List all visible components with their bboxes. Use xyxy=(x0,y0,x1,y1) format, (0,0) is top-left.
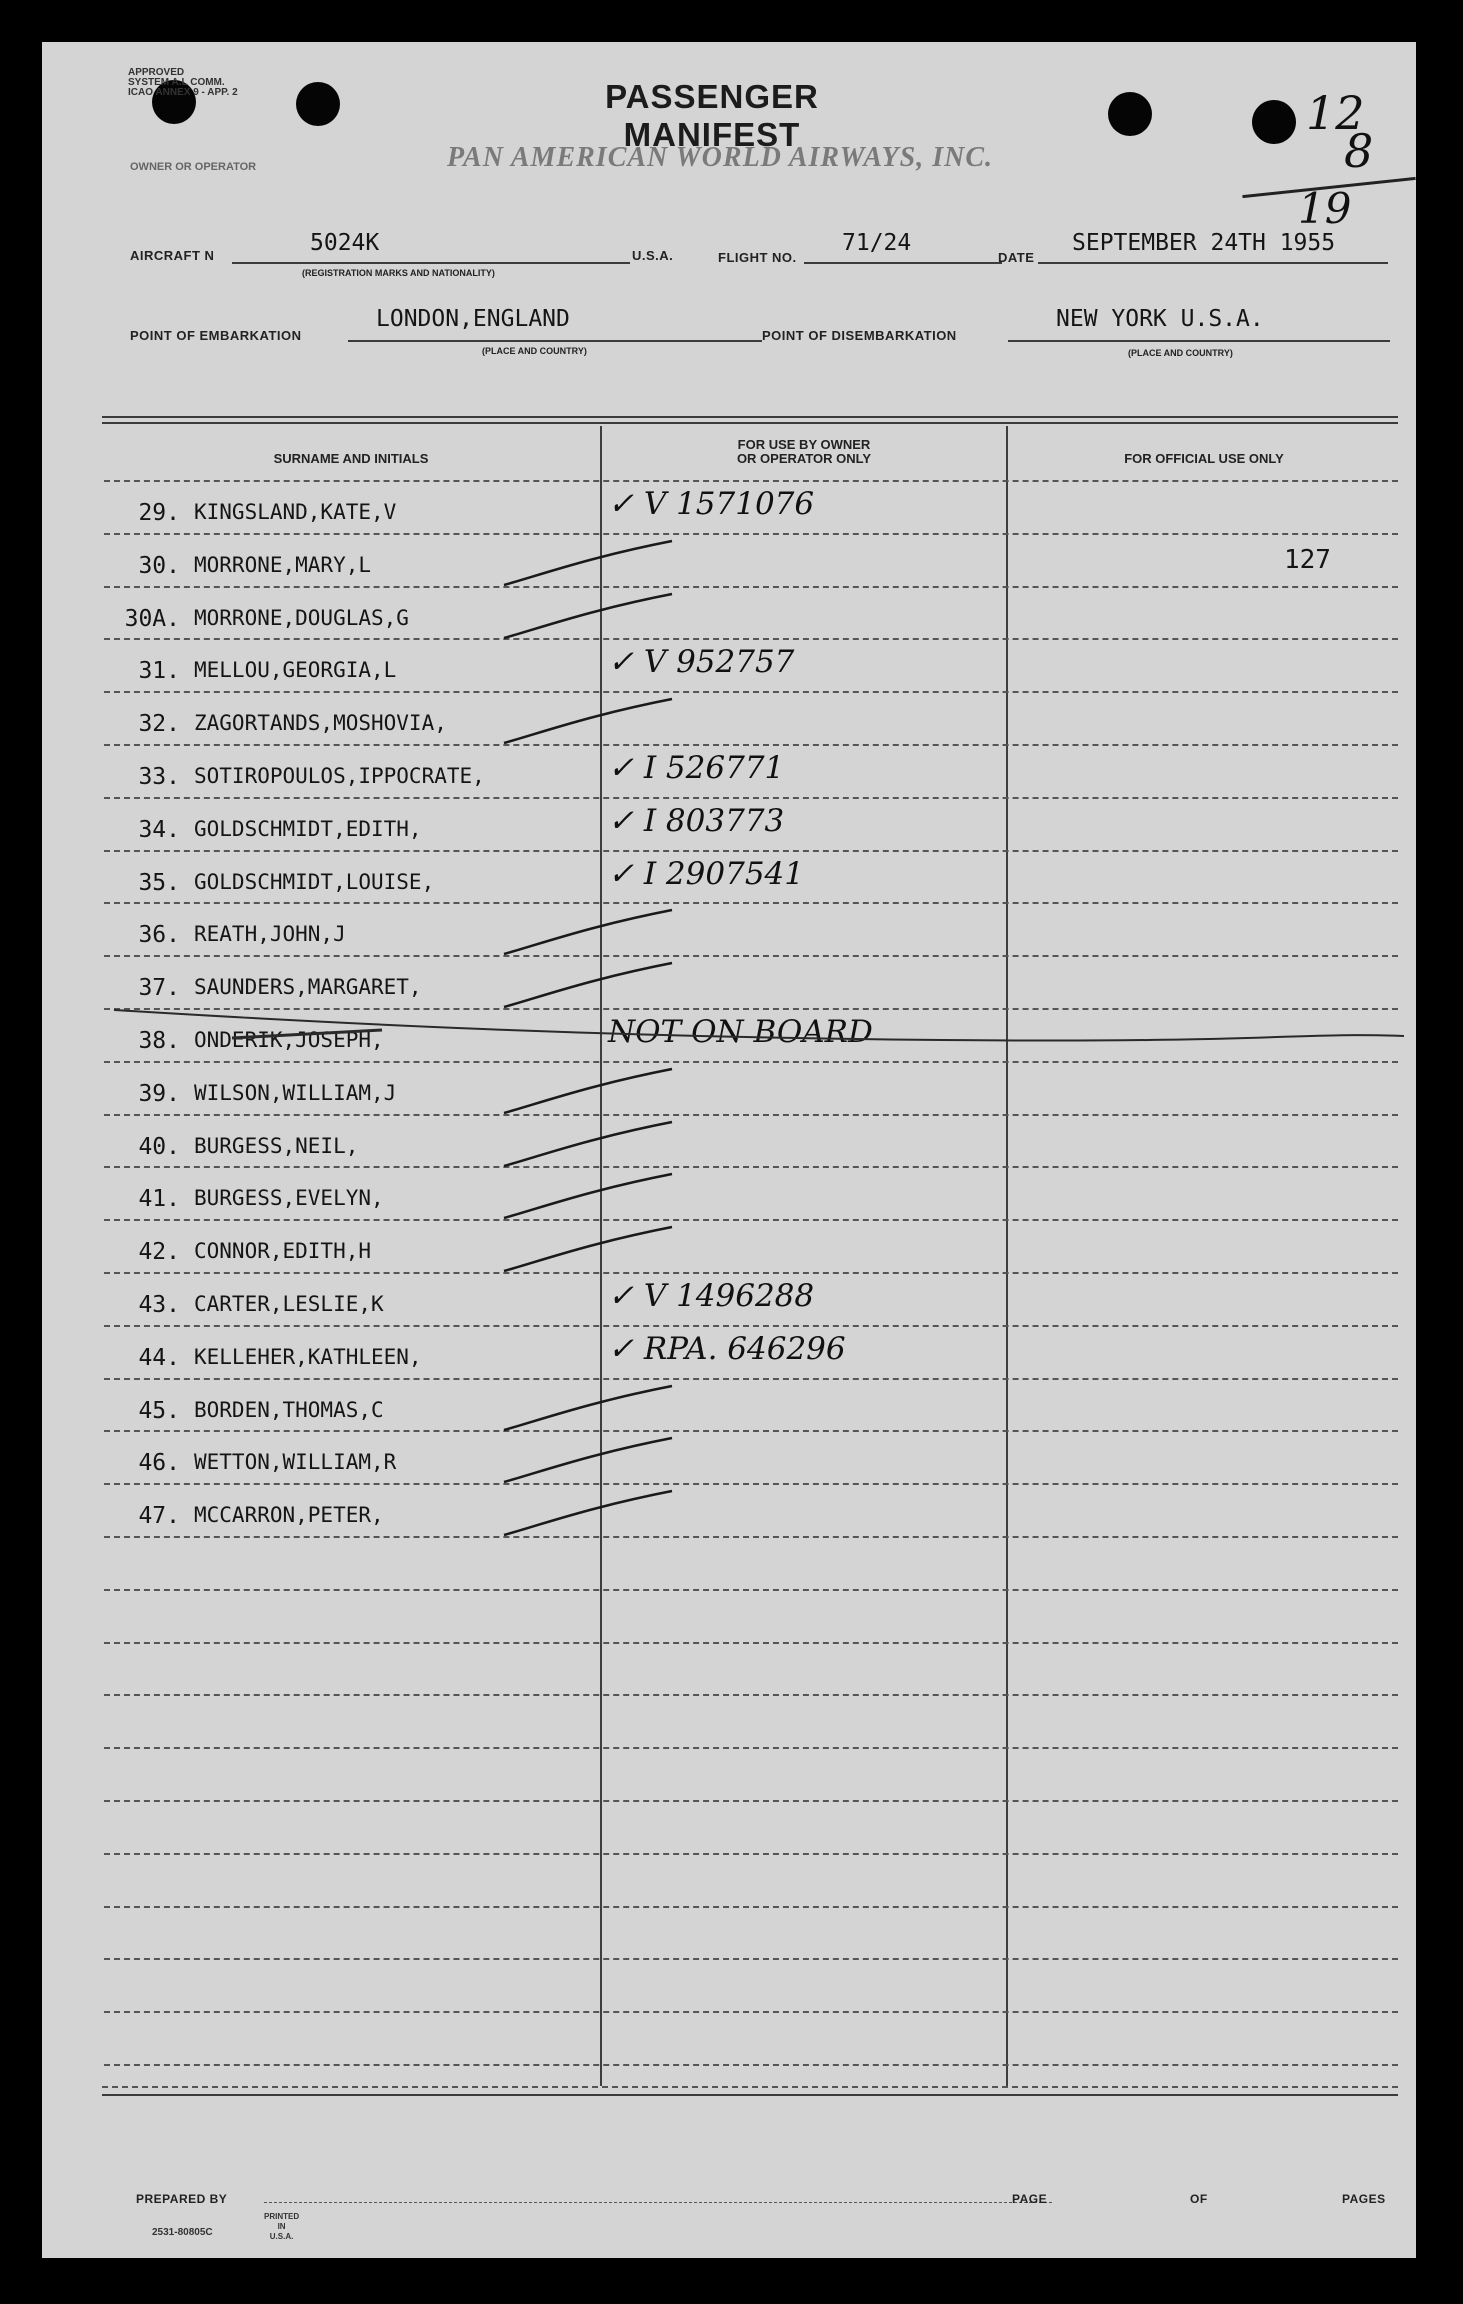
passenger-name: MCCARRON,PETER, xyxy=(194,1503,384,1527)
page-label: PAGE xyxy=(1012,2192,1048,2206)
official-use-value: 127 xyxy=(1284,545,1331,575)
passenger-name: MORRONE,DOUGLAS,G xyxy=(194,606,409,630)
passenger-document-note: ✓ RPA. 646296 xyxy=(608,1331,846,1367)
passenger-number: 36. xyxy=(138,922,180,948)
row-strike-line xyxy=(42,42,1416,2258)
embarkation-label: POINT OF EMBARKATION xyxy=(130,328,302,343)
disembarkation-value: NEW YORK U.S.A. xyxy=(1056,306,1264,332)
corner-number-top: 12 xyxy=(1306,86,1365,140)
pages-label: PAGES xyxy=(1342,2192,1386,2206)
passenger-name: MELLOU,GEORGIA,L xyxy=(194,658,397,682)
passenger-number: 32. xyxy=(138,711,180,737)
printed-line: IN xyxy=(277,2222,286,2231)
passenger-number: 33. xyxy=(138,764,180,790)
passenger-document-note: NOT ON BOARD xyxy=(608,1014,873,1050)
of-label: OF xyxy=(1190,2192,1208,2206)
passenger-name: WETTON,WILLIAM,R xyxy=(194,1450,397,1474)
table-bottom-rule xyxy=(102,2086,1398,2088)
passenger-name: BORDEN,THOMAS,C xyxy=(194,1398,384,1422)
embarkation-sublabel: (PLACE AND COUNTRY) xyxy=(482,346,587,356)
corner-number-middle: 8 xyxy=(1344,124,1374,178)
passenger-number: 45. xyxy=(138,1398,180,1424)
passenger-number: 47. xyxy=(138,1503,180,1529)
flight-date: SEPTEMBER 24TH 1955 xyxy=(1072,230,1336,256)
passenger-name: GOLDSCHMIDT,LOUISE, xyxy=(194,870,435,894)
column-header-official: FOR OFFICIAL USE ONLY xyxy=(1124,451,1284,466)
passenger-name: BURGESS,EVELYN, xyxy=(194,1186,384,1210)
passenger-number: 44. xyxy=(138,1345,180,1371)
aircraft-label: AIRCRAFT N xyxy=(130,248,215,263)
passenger-name: BURGESS,NEIL, xyxy=(194,1134,359,1158)
aircraft-sublabel: (REGISTRATION MARKS AND NATIONALITY) xyxy=(302,268,495,278)
passenger-number: 39. xyxy=(138,1081,180,1107)
manifest-page xyxy=(42,42,1416,2258)
passenger-name: KELLEHER,KATHLEEN, xyxy=(194,1345,422,1369)
printed-line: PRINTED xyxy=(264,2212,300,2221)
passenger-number: 30. xyxy=(138,553,180,579)
passenger-document-note: ✓ I 526771 xyxy=(608,750,785,786)
passenger-name: WILSON,WILLIAM,J xyxy=(194,1081,397,1105)
passenger-name: KINGSLAND,KATE,V xyxy=(194,500,397,524)
flight-label: FLIGHT NO. xyxy=(718,250,797,265)
passenger-name: MORRONE,MARY,L xyxy=(194,553,372,577)
passenger-number: 43. xyxy=(138,1292,180,1318)
passenger-number: 37. xyxy=(138,975,180,1001)
passenger-number: 40. xyxy=(138,1134,180,1160)
passenger-name: CONNOR,EDITH,H xyxy=(194,1239,372,1263)
passenger-document-note: ✓ I 803773 xyxy=(608,803,785,839)
disembarkation-label: POINT OF DISEMBARKATION xyxy=(762,328,957,343)
passenger-number: 46. xyxy=(138,1450,180,1476)
passenger-document-note: ✓ V 1496288 xyxy=(608,1278,815,1314)
passenger-document-note: ✓ I 2907541 xyxy=(608,856,804,892)
column-header-name: SURNAME AND INITIALS xyxy=(273,451,429,466)
passenger-number: 30A. xyxy=(124,606,180,632)
table-bottom-rule xyxy=(102,2094,1398,2096)
column-header-owner-line: OR OPERATOR ONLY xyxy=(736,451,872,466)
passenger-number: 29. xyxy=(138,500,180,526)
disembarkation-sublabel: (PLACE AND COUNTRY) xyxy=(1128,348,1233,358)
corner-number-bottom: 19 xyxy=(1298,184,1352,233)
printed-stamp xyxy=(264,2212,299,2242)
prepared-by-label: PREPARED BY xyxy=(136,2192,228,2206)
approval-line: ICAO ANNEX 9 - APP. 2 xyxy=(128,87,238,98)
passenger-name: ONDERIK,JOSEPH, xyxy=(194,1028,384,1052)
passenger-number: 41. xyxy=(138,1186,180,1212)
passenger-name: SOTIROPOULOS,IPPOCRATE, xyxy=(194,764,485,788)
passenger-name: GOLDSCHMIDT,EDITH, xyxy=(194,817,422,841)
page-title: PASSENGER MANIFEST xyxy=(605,78,819,153)
passenger-document-note: ✓ V 952757 xyxy=(608,644,795,680)
passenger-name: SAUNDERS,MARGARET, xyxy=(194,975,422,999)
operator-name: PAN AMERICAN WORLD AIRWAYS, INC. xyxy=(447,142,994,173)
column-header-owner-line: FOR USE BY OWNER xyxy=(737,437,871,452)
passenger-number: 38. xyxy=(138,1028,180,1054)
passenger-number: 34. xyxy=(138,817,180,843)
owner-label: OWNER OR OPERATOR xyxy=(130,161,257,173)
flight-number: 71/24 xyxy=(842,230,912,256)
passenger-name: ZAGORTANDS,MOSHOVIA, xyxy=(194,711,447,735)
printed-line: U.S.A. xyxy=(269,2232,294,2241)
passenger-number: 31. xyxy=(138,658,180,684)
aircraft-registration: 5024K xyxy=(310,230,380,256)
aircraft-country: U.S.A. xyxy=(632,248,674,263)
date-label: DATE xyxy=(998,250,1035,265)
passenger-name: CARTER,LESLIE,K xyxy=(194,1292,384,1316)
approval-line: SYSTEM A.L COMM. xyxy=(128,77,225,88)
approval-line: APPROVED xyxy=(128,67,185,78)
passenger-number: 42. xyxy=(138,1239,180,1265)
passenger-name: REATH,JOHN,J xyxy=(194,922,346,946)
embarkation-value: LONDON,ENGLAND xyxy=(376,306,570,332)
passenger-number: 35. xyxy=(138,870,180,896)
passenger-document-note: ✓ V 1571076 xyxy=(608,486,815,522)
form-number: 2531-80805C xyxy=(152,2227,213,2238)
prepared-by-rule xyxy=(264,2202,1052,2203)
